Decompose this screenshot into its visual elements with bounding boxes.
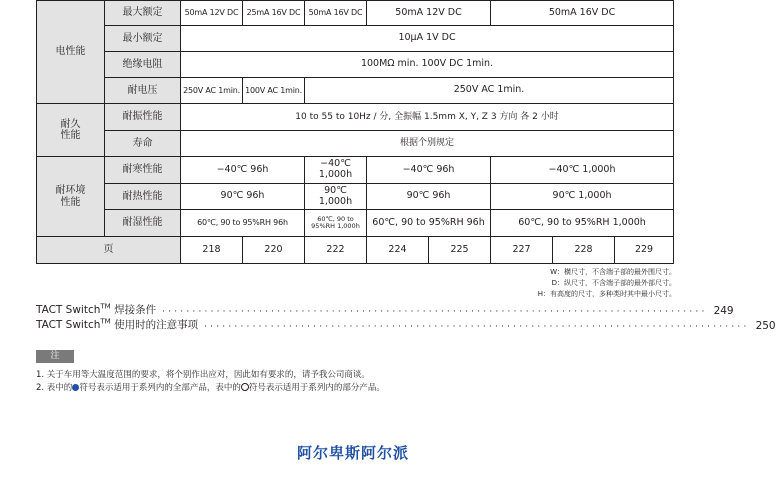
cell: −40℃ 1,000h xyxy=(305,157,367,184)
note-2: 2. 表中的 符号表示适用于系列内的全部产品，表中的 符号表示适用于系列内的部分产品。 xyxy=(36,383,385,393)
row-voltage-proof xyxy=(37,78,674,104)
cell: 90℃ 1,000h xyxy=(491,184,674,210)
cell: 90℃ 96h xyxy=(367,184,491,210)
cell: 250V AC 1min. xyxy=(181,78,243,104)
row-pages xyxy=(37,237,674,264)
cell: 60℃, 90 to 95%RH 1,000h xyxy=(305,210,367,237)
legend-h: H：有高度的尺寸，多种类时其中最小尺寸。 xyxy=(537,290,676,298)
row-max-rating xyxy=(37,1,674,26)
page-link[interactable]: 229 xyxy=(615,237,674,264)
notes-heading: 注 xyxy=(36,350,74,363)
toc-leader: ·························································································· xyxy=(162,307,708,317)
page-link[interactable]: 220 xyxy=(243,237,305,264)
row-insulation xyxy=(37,52,674,78)
cell: 250V AC 1min. xyxy=(305,78,674,104)
label-voltage-proof: 耐电压 xyxy=(105,78,181,104)
label-cold: 耐寒性能 xyxy=(105,157,181,184)
toc-precautions[interactable] xyxy=(36,317,776,332)
cell: 10μA 1V DC xyxy=(181,26,674,52)
cell: 60℃, 90 to 95%RH 1,000h xyxy=(491,210,674,237)
group-durability: 耐久 性能 xyxy=(37,104,105,157)
cell: 50mA 16V DC xyxy=(491,1,674,26)
label-humidity: 耐湿性能 xyxy=(105,210,181,237)
cell: 60℃, 90 to 95%RH 96h xyxy=(181,210,305,237)
page-link[interactable]: 227 xyxy=(491,237,553,264)
page-link[interactable]: 224 xyxy=(367,237,429,264)
toc-page: 250 xyxy=(755,320,776,332)
cell: 60℃, 90 to 95%RH 96h xyxy=(367,210,491,237)
brand-footer: 阿尔卑斯阿尔派 xyxy=(296,444,409,462)
note-1: 1. 关于车用等大温度范围的要求，将个别作出应对，因此如有要求的，请予我公司商谈。 xyxy=(36,370,370,380)
cell: 25mA 16V DC xyxy=(243,1,305,26)
toc-leader: ·························································································· xyxy=(204,322,750,332)
page-link[interactable]: 228 xyxy=(553,237,615,264)
label-min-rating: 最小额定 xyxy=(105,26,181,52)
cell: 100V AC 1min. xyxy=(243,78,305,104)
page-link[interactable]: 225 xyxy=(429,237,491,264)
cell: 90℃ 96h xyxy=(181,184,305,210)
row-cold xyxy=(37,157,674,184)
toc-title: TACT Switch™ 使用时的注意事项 xyxy=(36,317,199,331)
group-electrical: 电性能 xyxy=(37,1,105,104)
legend-d: D：纵尺寸，不含端子部的最外部尺寸。 xyxy=(551,279,676,287)
cell: 90℃ 1,000h xyxy=(305,184,367,210)
toc-page: 249 xyxy=(713,305,734,317)
legend-w: W：横尺寸，不含端子部的最外围尺寸。 xyxy=(550,268,676,276)
cell: 根据个别规定 xyxy=(181,131,674,157)
label-heat: 耐热性能 xyxy=(105,184,181,210)
cell: 50mA 12V DC xyxy=(181,1,243,26)
cell: −40℃ 96h xyxy=(181,157,305,184)
row-life xyxy=(37,131,674,157)
cell: −40℃ 1,000h xyxy=(491,157,674,184)
spec-table xyxy=(36,0,674,264)
page-link[interactable]: 222 xyxy=(305,237,367,264)
row-humidity xyxy=(37,210,674,237)
toc-soldering[interactable] xyxy=(36,302,734,317)
row-min-rating xyxy=(37,26,674,52)
label-life: 寿命 xyxy=(105,131,181,157)
group-environmental: 耐环境 性能 xyxy=(37,157,105,237)
cell: 100MΩ min. 100V DC 1min. xyxy=(181,52,674,78)
page-link[interactable]: 218 xyxy=(181,237,243,264)
cell: 10 to 55 to 10Hz / 分, 全振幅 1.5mm X, Y, Z 3 方向 各 2 小时 xyxy=(181,104,674,131)
row-vibration xyxy=(37,104,674,131)
toc-title: TACT Switch™ 焊接条件 xyxy=(36,302,157,316)
cell: 50mA 12V DC xyxy=(367,1,491,26)
label-max-rating: 最大额定 xyxy=(105,1,181,26)
row-heat xyxy=(37,184,674,210)
label-insulation: 绝缘电阻 xyxy=(105,52,181,78)
hollow-circle-icon xyxy=(241,383,249,391)
label-vibration: 耐振性能 xyxy=(105,104,181,131)
cell: 50mA 16V DC xyxy=(305,1,367,26)
label-pages: 页 xyxy=(37,237,181,264)
cell: −40℃ 96h xyxy=(367,157,491,184)
